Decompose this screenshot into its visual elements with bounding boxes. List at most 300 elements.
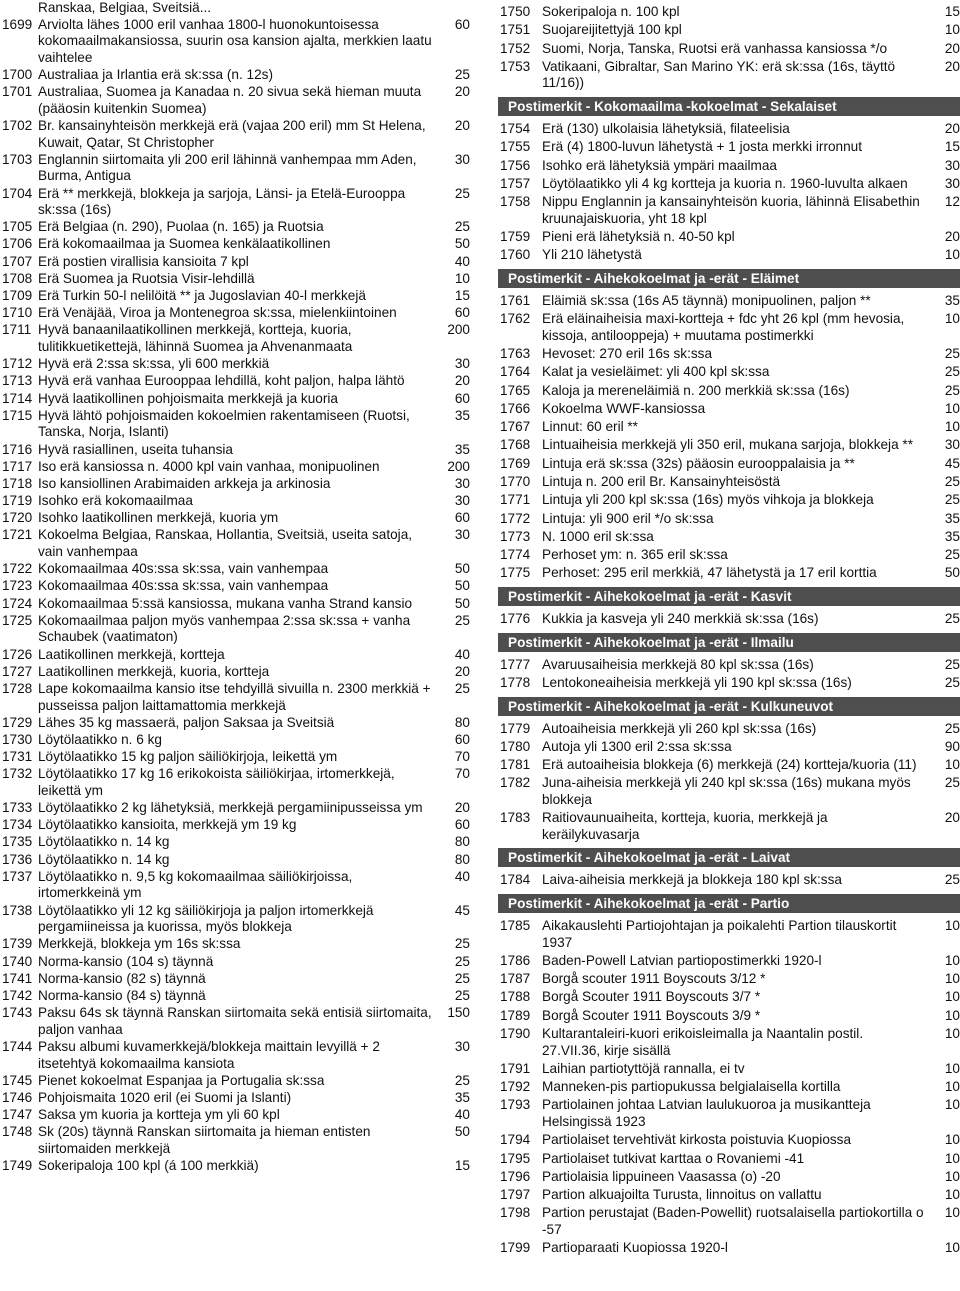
lot-row [498, 775, 960, 808]
lot-description: Hyvä lähtö pohjoismaiden kokoelmien rakentamiseen (Ruotsi, Tanska, Norja, Islanti) [38, 407, 410, 440]
lot-row [498, 1169, 960, 1186]
lot-description: Isohko erä kokomaailmaa [38, 493, 193, 509]
lot-price: 10 [944, 918, 960, 933]
lot-price: 20 [454, 117, 470, 133]
lot-price: 10 [454, 270, 470, 286]
lot-number: 1745 [2, 1072, 33, 1088]
lot-description: Hevoset: 270 eril 16s sk:ssa [542, 346, 713, 362]
lot-description: Paksu 64s sk täynnä Ranskan siirtomaita sekä entisiä siirtomaita, paljon vanhaa [38, 1005, 432, 1037]
lot-description: Löytölaatikko 2 kg lähetyksiä, merkkejä pergamiinipusseissa ym [38, 800, 423, 816]
lot-description: Iso erä kansiossa n. 4000 kpl vain vanhaa, monipuolinen [38, 458, 380, 474]
lot-row [0, 817, 470, 834]
lot-number: 1792 [500, 1079, 531, 1095]
lot-description: Kukkia ja kasveja yli 240 merkkiä sk:ssa (16s) [542, 611, 819, 627]
lot-row [498, 918, 960, 951]
lot-description: Kokoelma WWF-kansiossa [542, 400, 706, 416]
lot-number: 1797 [500, 1187, 531, 1203]
lot-row [498, 4, 960, 21]
section-header: Postimerkit - Aihekokoelmat ja -erät - Partio [498, 894, 960, 913]
lot-number: 1763 [500, 346, 531, 362]
lot-price: 50 [454, 561, 470, 577]
lot-price: 60 [454, 390, 470, 406]
lot-price: 10 [944, 989, 960, 1005]
lot-number: 1702 [2, 117, 33, 133]
lot-price: 30 [454, 151, 470, 167]
lot-price: 20 [454, 373, 470, 389]
lot-row [498, 1008, 960, 1025]
lot-number: 1712 [2, 356, 33, 372]
lot-number: 1724 [2, 595, 33, 611]
lot-number: 1796 [500, 1168, 531, 1184]
lot-row [498, 176, 960, 193]
lot-row [0, 186, 470, 219]
lot-price: 12 [944, 194, 960, 210]
lot-number: 1764 [500, 364, 531, 380]
lot-row [0, 1005, 470, 1038]
lot-price: 10 [944, 22, 960, 38]
lot-description: Erä Belgiaa (n. 290), Puolaa (n. 165) ja Ruotsia [38, 219, 324, 235]
category-section [498, 587, 960, 628]
lot-price: 25 [454, 936, 470, 952]
lot-description: Arviolta lähes 1000 eril vanhaa 1800-l huonokuntoisessa kokomaailmakansiossa, suurin osa kansion ajalta, merkkien laatu vaihtelee [38, 16, 432, 65]
lot-row [0, 596, 470, 613]
lot-description: Erä kokomaailmaa ja Suomea kenkälaatikollinen [38, 236, 331, 252]
section-header: Postimerkit - Kokomaailma -kokoelmat - Sekalaiset [498, 97, 960, 116]
lot-price: 70 [454, 766, 470, 782]
lot-price: 45 [944, 455, 960, 471]
lot-row [0, 219, 470, 236]
lot-description: Englannin siirtomaita yli 200 eril lähinnä vanhempaa mm Aden, Burma, Antigua [38, 151, 417, 184]
lot-price: 10 [944, 1168, 960, 1184]
lot-row [0, 527, 470, 560]
lot-description: Borgå Scouter 1911 Boyscouts 3/7 * [542, 989, 761, 1005]
lot-row [498, 511, 960, 528]
lot-price: 40 [454, 868, 470, 884]
lot-row [0, 1073, 470, 1090]
lot-description: Kokomaailmaa 40s:ssa sk:ssa, vain vanhempaa [38, 561, 329, 577]
lot-row [498, 1061, 960, 1078]
lot-row [498, 293, 960, 310]
lot-number: 1752 [500, 40, 531, 56]
lot-number: 1736 [2, 851, 33, 867]
lot-number: 1762 [500, 311, 531, 327]
section-header: Postimerkit - Aihekokoelmat ja -erät - Kulkuneuvot [498, 697, 960, 716]
lot-number: 1726 [2, 646, 33, 662]
lot-row [0, 236, 470, 253]
lot-number: 1731 [2, 749, 33, 765]
lot-price: 20 [944, 121, 960, 137]
lot-description: Perhoset: 295 eril merkkiä, 47 lähetystä ja 17 eril korttia [542, 565, 877, 581]
lot-price: 50 [454, 236, 470, 252]
lot-number: 1768 [500, 437, 531, 453]
lot-row [0, 1124, 470, 1157]
lot-description: Laatikollinen merkkejä, kuoria, kortteja [38, 663, 270, 679]
lot-price: 60 [454, 305, 470, 321]
lot-number: 1733 [2, 800, 33, 816]
lot-row [0, 647, 470, 664]
lot-description: Hyvä erä vanhaa Eurooppaa lehdillä, koht paljon, halpa lähtö [38, 373, 405, 389]
lot-row [498, 721, 960, 738]
lot-number: 1729 [2, 714, 33, 730]
lot-price: 25 [454, 185, 470, 201]
lot-number: 1734 [2, 817, 33, 833]
lot-row [498, 1205, 960, 1238]
lot-description: Br. kansainyhteisön merkkejä erä (vajaa 200 eril) mm St Helena, Kuwait, Qatar, St Christopher [38, 117, 426, 150]
lot-number: 1749 [2, 1158, 33, 1174]
lot-price: 20 [454, 84, 470, 100]
lot-description: Sk (20s) täynnä Ranskan siirtomaita ja hieman entisten siirtomaiden merkkejä [38, 1124, 371, 1156]
lot-description: Kaloja ja mereneläimiä n. 200 merkkiä sk:ssa (16s) [542, 382, 850, 398]
lot-number: 1750 [500, 4, 531, 19]
lot-price: 25 [944, 611, 960, 627]
lot-price: 25 [454, 680, 470, 696]
lot-price: 20 [944, 40, 960, 56]
lot-row [498, 953, 960, 970]
lot-row [0, 442, 470, 459]
lot-description: N. 1000 eril sk:ssa [542, 528, 654, 544]
lot-number: 1711 [2, 322, 32, 338]
lot-description: Löytölaatikko 15 kg paljon säiliökirjoja, leikettä ym [38, 749, 338, 765]
lot-row [0, 834, 470, 851]
lot-price: 25 [944, 656, 960, 672]
lot-price: 10 [944, 952, 960, 968]
lot-number: 1748 [2, 1124, 33, 1140]
lot-number: 1743 [2, 1005, 33, 1021]
lot-number: 1732 [2, 766, 33, 782]
lot-number: 1774 [500, 547, 531, 563]
lot-number: 1703 [2, 151, 33, 167]
lot-number: 1707 [2, 253, 33, 269]
lot-number: 1770 [500, 474, 531, 490]
lot-number: 1735 [2, 834, 33, 850]
lot-number: 1760 [500, 247, 531, 263]
lot-description: Pieni erä lähetyksiä n. 40-50 kpl [542, 229, 735, 245]
lot-price: 40 [454, 253, 470, 269]
section-header: Postimerkit - Aihekokoelmat ja -erät - Ilmailu [498, 633, 960, 652]
lot-row [498, 1187, 960, 1204]
lot-description: Pohjoismaita 1020 eril (ei Suomi ja Islanti) [38, 1089, 292, 1105]
lot-row [0, 459, 470, 476]
lot-number: 1740 [2, 953, 33, 969]
lot-number: 1722 [2, 561, 33, 577]
lot-description: Kokoelma Belgiaa, Ranskaa, Hollantia, Sveitsiä, useita satoja, vain vanhempaa [38, 527, 413, 560]
lot-price: 50 [454, 595, 470, 611]
right-column [498, 4, 960, 1259]
lot-price: 35 [454, 441, 470, 457]
lot-number: 1715 [2, 407, 33, 423]
lot-description: Partioparaati Kuopiossa 1920-l [542, 1240, 728, 1256]
lot-row [0, 1107, 470, 1124]
lot-description: Australiaa ja Irlantia erä sk:ssa (n. 12s) [38, 66, 273, 82]
category-section [498, 894, 960, 1257]
lot-description: Erä ** merkkejä, blokkeja ja sarjoja, Länsi- ja Etelä-Eurooppa sk:ssa (16s) [38, 185, 406, 218]
lot-price: 25 [454, 987, 470, 1003]
lot-price: 10 [944, 971, 960, 987]
lot-number: 1728 [2, 680, 33, 696]
lot-number: 1795 [500, 1150, 531, 1166]
lot-number: 1744 [2, 1038, 33, 1054]
lot-description: Partion alkuajoilta Turusta, linnoitus on vallattu [542, 1187, 822, 1203]
lot-row [498, 1097, 960, 1130]
lot-number: 1717 [2, 458, 33, 474]
lot-description: Löytölaatikko kansioita, merkkejä ym 19 kg [38, 817, 297, 833]
lot-row [0, 1090, 470, 1107]
lot-row [498, 872, 960, 889]
left-column [0, 0, 470, 1175]
lot-description: Suomi, Norja, Tanska, Ruotsi erä vanhassa kansiossa */o [542, 40, 888, 56]
lot-row [0, 391, 470, 408]
lot-price: 30 [944, 437, 960, 453]
lot-row [0, 766, 470, 799]
lot-row [498, 194, 960, 227]
lot-row [0, 408, 470, 441]
lot-number: 1747 [2, 1107, 33, 1123]
lot-number: 1767 [500, 419, 531, 435]
lot-row [0, 852, 470, 869]
lot-price: 30 [944, 157, 960, 173]
lot-description: Lintuja: yli 900 eril */o sk:ssa [542, 510, 714, 526]
lot-row [498, 657, 960, 674]
lot-number: 1699 [2, 16, 33, 32]
lot-row [0, 84, 470, 117]
lot-price: 30 [454, 475, 470, 491]
lot-number: 1759 [500, 229, 531, 245]
lot-price: 25 [944, 492, 960, 508]
lot-price: 30 [454, 356, 470, 372]
lot-number: 1784 [500, 872, 531, 888]
lot-row [498, 158, 960, 175]
lot-number: 1773 [500, 528, 531, 544]
lot-number: 1799 [500, 1240, 531, 1256]
lot-number: 1719 [2, 493, 33, 509]
lot-price: 10 [944, 247, 960, 263]
lot-row [498, 565, 960, 582]
lot-number: 1787 [500, 971, 531, 987]
lot-price: 25 [944, 364, 960, 380]
lot-description: Vatikaani, Gibraltar, San Marino YK: erä sk:ssa (16s, täyttö 11/16)) [542, 58, 896, 91]
lot-row [0, 67, 470, 84]
lot-number: 1794 [500, 1132, 531, 1148]
lot-row [0, 664, 470, 681]
lot-description: Borgå scouter 1911 Boyscouts 3/12 * [542, 971, 766, 987]
lot-number: 1705 [2, 219, 33, 235]
lot-row [498, 419, 960, 436]
lot-description: Erä eläinaiheisia maxi-kortteja + fdc yht 26 kpl (mm hevosia, kissoja, antilooppeja) + muutama postimerkki [542, 311, 905, 343]
lot-row [0, 493, 470, 510]
lot-price: 15 [944, 4, 960, 19]
lot-row [0, 271, 470, 288]
lot-description: Aikakauslehti Partiojohtajan ja poikalehti Partion tilauskortit 1937 [542, 918, 897, 950]
section-header: Postimerkit - Aihekokoelmat ja -erät - Kasvit [498, 587, 960, 606]
lot-row [498, 383, 960, 400]
lot-row [498, 41, 960, 58]
lot-price: 25 [944, 547, 960, 563]
lot-price: 25 [944, 382, 960, 398]
lot-row [0, 971, 470, 988]
lot-row [0, 118, 470, 151]
lot-price: 35 [944, 292, 960, 308]
lot-row [0, 152, 470, 185]
lot-description: Hyvä rasiallinen, useita tuhansia [38, 441, 233, 457]
left-lot-list [0, 17, 470, 1175]
lot-description: Autoaiheisia merkkejä yli 260 kpl sk:ssa (16s) [542, 720, 817, 736]
lot-price: 35 [454, 407, 470, 423]
lot-number: 1714 [2, 390, 33, 406]
lot-description: Nippu Englannin ja kansainyhteisön kuoria, lähinnä Elisabethin kruunajaiskuoria, yht 18 kpl [542, 194, 920, 226]
lot-description: Partiolaisia lippuineen Vaasassa (o) -20 [542, 1168, 781, 1184]
lot-price: 25 [454, 66, 470, 82]
lot-description: Laiva-aiheisia merkkejä ja blokkeja 180 kpl sk:ssa [542, 872, 842, 888]
lot-price: 50 [454, 578, 470, 594]
lot-description: Löytölaatikko n. 6 kg [38, 731, 162, 747]
lot-description: Iso kansiollinen Arabimaiden arkkeja ja arkinosia [38, 475, 331, 491]
lot-number: 1709 [2, 288, 33, 304]
lot-description: Kultarantaleiri-kuori erikoisleimalla ja Naantalin postil. 27.VII.36, kirje sisällä [542, 1026, 864, 1058]
lot-description: Isohko laatikollinen merkkejä, kuoria ym [38, 510, 279, 526]
lot-price: 200 [447, 322, 470, 338]
lot-number: 1788 [500, 989, 531, 1005]
lot-description: Perhoset ym: n. 365 eril sk:ssa [542, 547, 728, 563]
lot-number: 1766 [500, 400, 531, 416]
lot-row [498, 474, 960, 491]
lot-number: 1790 [500, 1026, 531, 1041]
lot-row [498, 810, 960, 843]
lot-row [0, 356, 470, 373]
lot-price: 10 [944, 311, 960, 327]
lot-row [498, 22, 960, 39]
lot-description: Autoja yli 1300 eril 2:ssa sk:ssa [542, 738, 732, 754]
lot-number: 1775 [500, 565, 531, 581]
lot-price: 10 [944, 1205, 960, 1221]
lot-number: 1783 [500, 810, 531, 826]
lot-price: 15 [454, 288, 470, 304]
lot-row [498, 456, 960, 473]
lot-price: 25 [454, 1072, 470, 1088]
lot-row [498, 59, 960, 92]
lot-price: 10 [944, 1132, 960, 1148]
lot-row [0, 988, 470, 1005]
lot-row [0, 936, 470, 953]
lot-row [498, 364, 960, 381]
lot-number: 1779 [500, 720, 531, 736]
lot-description: Hyvä laatikollinen pohjoismaita merkkejä ja kuoria [38, 390, 338, 406]
lot-price: 70 [454, 749, 470, 765]
lot-row [0, 613, 470, 646]
lot-price: 10 [944, 1097, 960, 1113]
lot-number: 1785 [500, 918, 531, 933]
lot-number: 1721 [2, 527, 33, 543]
lot-price: 25 [454, 953, 470, 969]
lot-row [0, 17, 470, 67]
lot-number: 1739 [2, 936, 33, 952]
lot-price: 60 [454, 510, 470, 526]
lot-description: Lentokoneaiheisia merkkejä yli 190 kpl sk:ssa (16s) [542, 674, 852, 690]
lot-description: Lape kokomaailma kansio itse tehdyillä sivuilla n. 2300 merkkiä + pusseissa paljon laittamattomia merkkejä [38, 680, 431, 713]
lot-description: Merkkejä, blokkeja ym 16s sk:ssa [38, 936, 241, 952]
lot-row [498, 547, 960, 564]
lot-number: 1753 [500, 58, 531, 74]
lot-number: 1789 [500, 1007, 531, 1023]
lot-number: 1756 [500, 157, 531, 173]
lot-number: 1720 [2, 510, 33, 526]
lot-description: Löytölaatikko n. 9,5 kg kokomaailmaa säiliökirjoissa, irtomerkkeinä ym [38, 868, 353, 901]
category-section [498, 848, 960, 889]
lot-description: Erä Suomea ja Ruotsia Visir-lehdillä [38, 270, 255, 286]
lot-number: 1738 [2, 902, 33, 918]
lot-price: 35 [454, 1089, 470, 1105]
lot-description: Kokomaailmaa 40s:ssa sk:ssa, vain vanhempaa [38, 578, 329, 594]
lot-row [498, 121, 960, 138]
right-intro-lot-list [498, 4, 960, 92]
lot-number: 1786 [500, 952, 531, 968]
lot-description: Erä (4) 1800-luvun lähetystä + 1 josta merkki irronnut [542, 139, 862, 155]
lot-number: 1706 [2, 236, 33, 252]
lot-price: 25 [944, 346, 960, 362]
lot-row [0, 254, 470, 271]
lot-number: 1782 [500, 775, 531, 791]
right-sections [498, 97, 960, 1257]
lot-number: 1791 [500, 1060, 531, 1076]
lot-description: Isohko erä lähetyksiä ympäri maailmaa [542, 157, 777, 173]
lot-number: 1755 [500, 139, 531, 155]
lot-price: 40 [454, 646, 470, 662]
lot-row [498, 971, 960, 988]
lot-price: 10 [944, 1007, 960, 1023]
lot-row [0, 903, 470, 936]
lot-description: Saksa ym kuoria ja kortteja ym yli 60 kpl [38, 1107, 280, 1123]
lot-row [0, 749, 470, 766]
lot-price: 50 [454, 1124, 470, 1140]
lot-price: 20 [944, 58, 960, 74]
lot-price: 10 [944, 419, 960, 435]
lot-price: 25 [944, 872, 960, 888]
lot-description: Partiolaiset tervehtivät kirkosta poistuvia Kuopiossa [542, 1132, 852, 1148]
lot-number: 1769 [500, 455, 531, 471]
section-header: Postimerkit - Aihekokoelmat ja -erät - Laivat [498, 848, 960, 867]
lot-number: 1700 [2, 66, 33, 82]
lot-description: Erä postien virallisia kansioita 7 kpl [38, 253, 249, 269]
lot-row [0, 305, 470, 322]
lot-number: 1737 [2, 868, 33, 884]
lot-number: 1777 [500, 656, 531, 672]
lot-description: Kokomaailmaa paljon myös vanhempaa 2:ssa sk:ssa + vanha Schaubek (vaatimaton) [38, 612, 411, 645]
lot-description: Löytölaatikko 17 kg 16 erikokoista säiliökirjaa, irtomerkkejä, leikettä ym [38, 766, 395, 798]
lot-price: 80 [454, 834, 470, 850]
lot-number: 1771 [500, 492, 531, 508]
lot-description: Norma-kansio (84 s) täynnä [38, 987, 206, 1003]
lot-description: Baden-Powell Latvian partiopostimerkki 1920-l [542, 952, 822, 968]
lot-description: Partiolaiset tutkivat karttaa o Rovaniemi -41 [542, 1150, 805, 1166]
lot-description: Kokomaailmaa 5:ssä kansiossa, mukana vanha Strand kansio [38, 595, 413, 611]
lot-row [498, 437, 960, 454]
lot-price: 10 [944, 400, 960, 416]
lot-description: Erä Venäjää, Viroa ja Montenegroa sk:ssa, mielenkiintoinen [38, 305, 397, 321]
lot-number: 1761 [500, 292, 531, 308]
lot-description: Australiaa, Suomea ja Kanadaa n. 20 sivua sekä hieman muuta (pääosin kuitenkin Suomea) [38, 84, 422, 116]
lot-price: 20 [944, 810, 960, 826]
lot-price: 25 [454, 970, 470, 986]
lot-price: 30 [454, 493, 470, 509]
lot-description: Sokeripaloja n. 100 kpl [542, 4, 680, 19]
lot-description: Kalat ja vesieläimet: yli 400 kpl sk:ssa [542, 364, 770, 380]
lot-number: 1727 [2, 663, 33, 679]
lot-row [498, 346, 960, 363]
lot-description: Manneken-pis partiopukussa belgialaisella kortilla [542, 1079, 841, 1095]
lot-row [0, 715, 470, 732]
lot-price: 25 [944, 474, 960, 490]
lot-price: 25 [944, 720, 960, 736]
lot-number: 1781 [500, 757, 531, 773]
